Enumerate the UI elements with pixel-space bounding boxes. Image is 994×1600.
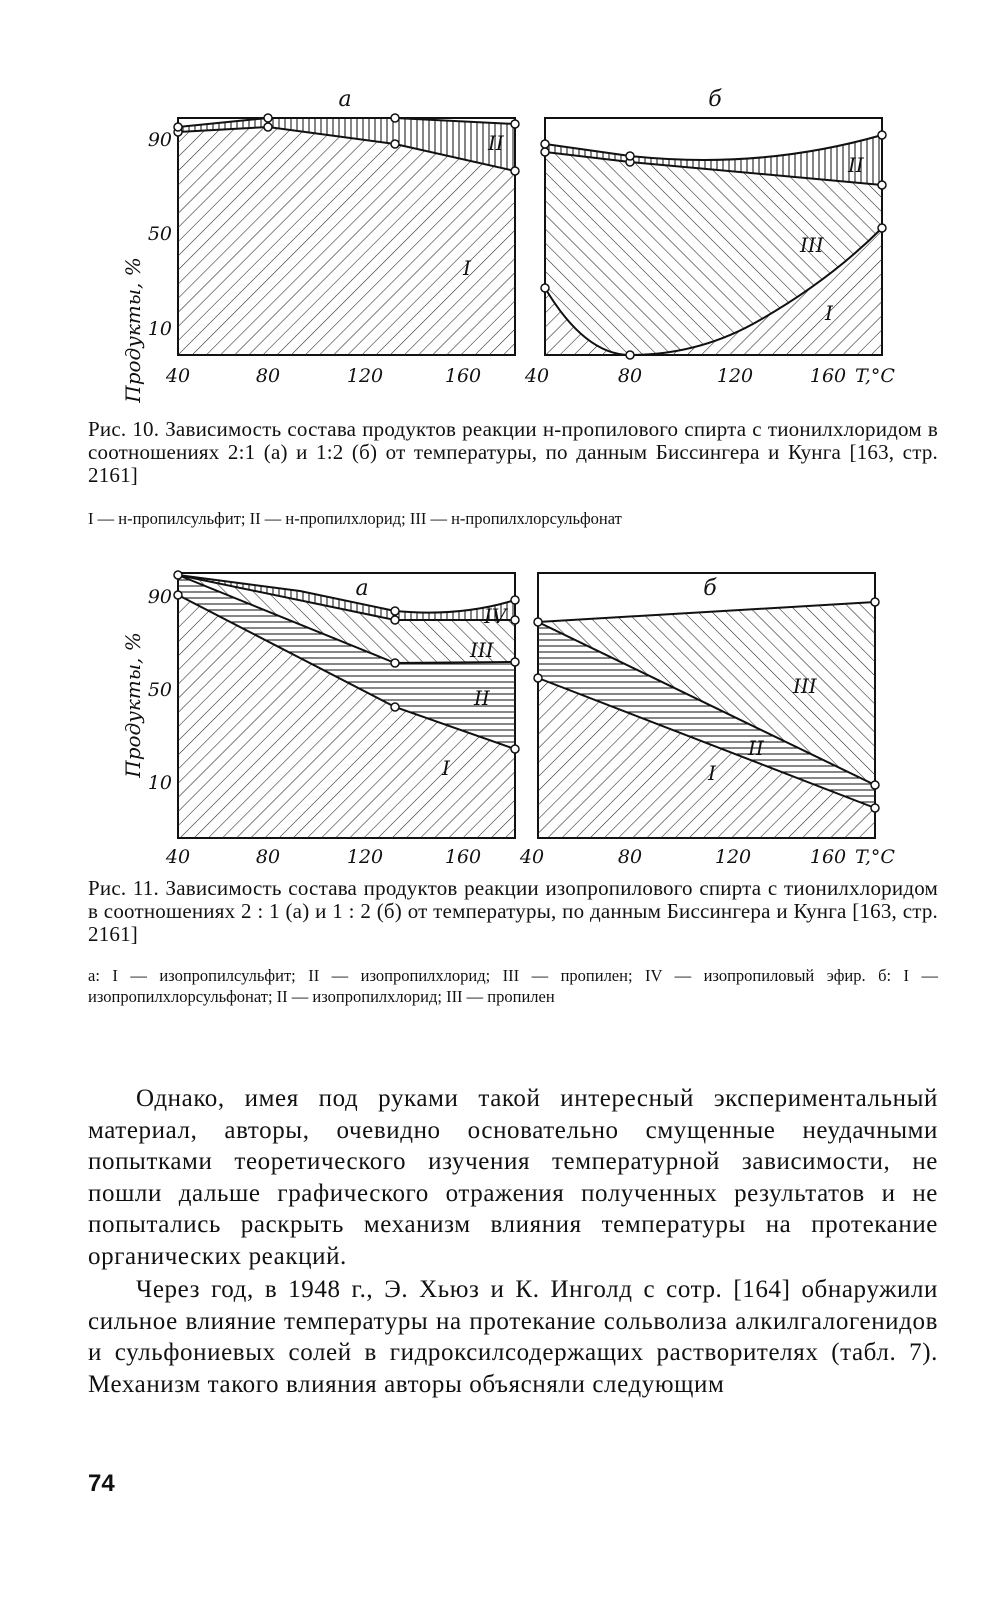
x-tick-40: 40 [519,846,545,865]
y-tick-10: 10 [147,772,172,794]
region-label-III: III [793,674,817,698]
region-label-I: I [442,756,450,780]
region-label-II: II [488,131,504,155]
x-tick-40: 40 [524,365,550,387]
region-label-IV: IV [484,604,507,628]
region-label-I: I [463,256,471,280]
region-label-II: II [848,153,864,177]
region-label-III: III [800,233,824,257]
x-axis-unit: T,°C [855,365,895,387]
x-tick-120: 120 [716,365,754,387]
region-label-I: I [708,761,716,785]
figure-11 [0,565,994,865]
x-tick-160: 160 [809,846,847,865]
region-I [178,127,515,355]
y-tick-90: 90 [147,129,172,151]
page-number: 74 [88,1470,115,1497]
x-tick-40: 40 [165,846,191,865]
region-label-II: II [474,686,490,710]
panel-label-a: а [355,576,369,601]
x-tick-80: 80 [255,846,281,865]
panel-label-b: б [708,87,722,112]
region-label-I: I [825,301,833,325]
y-tick-10: 10 [147,318,172,340]
figure-10-caption: Рис. 10. Зависимость состава продуктов реакции н-пропилового спирта с тионилхлоридом в соотношениях 2:1 (а) и 1:2 (б) от температуры, по данным Биссингера и Кунга [163, стр. 2161] [88,417,938,487]
panel-label-a: а [338,87,352,112]
x-axis-unit: T,°C [855,846,895,865]
body-text [88,1083,938,1400]
y-tick-50: 50 [147,223,172,245]
x-tick-80: 80 [617,365,643,387]
region-label-II: II [748,736,764,760]
figure-10-legend: I — н-пропилсульфит; II — н-пропилхлорид; III — н-пропилхлорсульфонат [88,509,622,528]
y-tick-90: 90 [147,586,172,608]
x-tick-160: 160 [444,846,482,865]
x-tick-80: 80 [617,846,643,865]
paragraph-1: Однако, имея под руками такой интересный экспериментальный материал, авторы, очевидно основательно смущенные неудачными попытками теоретического изучения температурной зависимости, не пошли дальше графического отражения полученных результатов и не попытались раскрыть механизм влияния температуры на протекание органических реакций. [88,1085,938,1270]
y-axis-label: Продукты, % [121,632,145,778]
x-tick-160: 160 [809,365,847,387]
y-tick-50: 50 [147,679,172,701]
paragraph-2: Через год, в 1948 г., Э. Хьюз и К. Инголд с сотр. [164] обнаружили сильное влияние температуры на протекание сольволиза алкилгалогенидов и сульфониевых солей в гидроксилсодержащих растворителях (табл. 7). Механизм такого влияния авторы объясняли следующим [88,1276,938,1398]
chart-panel-10b [524,87,896,387]
region-label-III: III [470,638,494,662]
y-axis-label: Продукты, % [121,257,145,403]
x-tick-120: 120 [346,365,384,387]
chart-panel-11a [148,571,519,865]
x-tick-160: 160 [444,365,482,387]
figure-11-legend: а: I — изопропилсульфит; II — изопропилхлорид; III — пропилен; IV — изопропиловый эфир. б: I — изопропилхлорсульфонат; II — изопропилхлорид; III — пропилен [88,966,938,1006]
x-tick-120: 120 [346,846,384,865]
x-tick-120: 120 [714,846,752,865]
figure-11-caption: Рис. 11. Зависимость состава продуктов реакции изопропилового спирта с тионилхлоридом в соотношениях 2 : 1 (а) и 1 : 2 (б) от температуры, по данным Биссингера и Кунга [163, стр. 2161] [88,876,938,946]
panel-label-b: б [703,576,717,601]
x-tick-40: 40 [165,365,191,387]
x-tick-80: 80 [255,365,281,387]
chart-panel-10a [148,87,519,387]
chart-panel-11b [519,573,896,865]
